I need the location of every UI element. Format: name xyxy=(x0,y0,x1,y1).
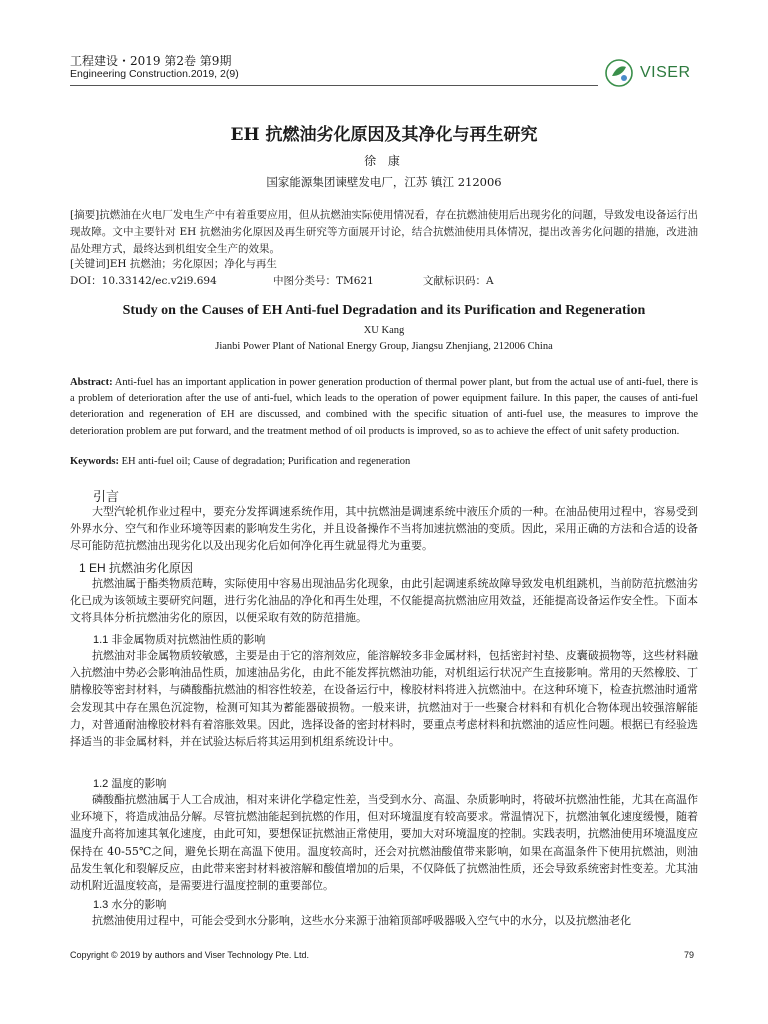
section-heading-1: 1 EH 抗燃油劣化原因 xyxy=(79,561,194,575)
journal-title-cn: 工程建设・2019 第2卷 第9期 xyxy=(70,54,232,68)
viser-leaf-icon xyxy=(604,58,634,88)
document-code: 文献标识码：A xyxy=(423,275,494,287)
affiliation-en: Jianbi Power Plant of National Energy Group, Jiangsu Zhenjiang, 212006 China xyxy=(215,341,553,352)
keywords-label-cn: [关键词] xyxy=(70,258,110,270)
footer-copyright: Copyright © 2019 by authors and Viser Technology Pte. Ltd. xyxy=(70,950,309,960)
paragraph-section-1-2: 磷酸酯抗燃油属于人工合成油，相对来讲化学稳定性差，当受到水分、高温、杂质影响时，将破坏抗燃油性能，尤其在高温作业环境下，将造成油品分解。尽管抗燃油能起到抗燃的作用，但对环境温度有较高要求。常温情况下，抗燃油氧化速度缓慢，随着温度升高将加速其氧化速度，由此可知，要想保证抗燃油正常使用，要加大对环境温度的控制。实践表明，抗燃油使用环境温度应保持在 40-55℃之间，避免长期在高温下使用。温度较高时，还会对抗燃油酸值带来影响，如果在高温条件下使用抗燃油，则油品发生氧化和裂解反应，由此带来密封材料被溶解和酸值增加的后果，不仅降低了抗燃油性质，还会导致系统密封性变差。尤其油动机附近温度较高，是需要进行温度控制的重要部位。 xyxy=(70,793,698,893)
keywords-label-en: Keywords: xyxy=(70,456,119,467)
section-heading-1-3: 1.3 水分的影响 xyxy=(93,899,167,911)
logo-text: VISER xyxy=(640,64,691,81)
abstract-label-en: Abstract: xyxy=(70,377,113,388)
paragraph-section-1-1: 抗燃油对非金属物质较敏感，主要是由于它的溶剂效应，能溶解较多非金属材料，包括密封衬垫、皮囊破损物等，这些材料融入抗燃油中势必会影响油品性质，加速油品劣化，由此不能发挥抗燃油功能，对机组运行状况产生直接影响。常用的天然橡胶、丁腈橡胶等密封材料，与磷酸酯抗燃油的相容性较差，在设备运行中，橡胶材料将进入抗燃油中。在这种环境下，检查抗燃油时通常会发现其中存在黑色沉淀物，检测可知其为蓄能器破损物。一般来讲，抗燃油对于一些聚合材料和有机化合物体现出较强溶解能力，对普通耐油橡胶材料有着溶胀效果。因此，选择设备的密封材料时，要重点考虑材料和抗燃油的适应性问题。根据已有经验选择适当的非金属材料，并在试验达标后将其运用到机组系统设计中。 xyxy=(70,649,698,749)
section-heading-1-2: 1.2 温度的影响 xyxy=(93,778,167,790)
affiliation-cn: 国家能源集团谏壁发电厂，江苏 镇江 212006 xyxy=(266,175,502,189)
journal-title-en: Engineering Construction.2019, 2(9) xyxy=(70,68,239,80)
abstract-text-cn: 抗燃油在火电厂发电生产中有着重要应用，但从抗燃油实际使用情况看，存在抗燃油使用后出现劣化的问题，导致发电设备运行出现故障。文中主要针对 EH 抗燃油劣化原因及再生研究等方面展开讨论，结合抗燃油使用具体情况，提出改善劣化问题的措施，改进油品处理方式，最终达到机组安全生产的效果。 xyxy=(70,209,698,256)
keywords-en xyxy=(70,456,698,467)
keywords-cn xyxy=(70,256,698,271)
publisher-logo xyxy=(604,56,714,90)
article-title-en: Study on the Causes of EH Anti-fuel Degradation and its Purification and Regeneration xyxy=(122,303,646,318)
abstract-en xyxy=(70,375,698,440)
abstract-text-en: Anti-fuel has an important application in power generation production of thermal power plant, but from the actual use of anti-fuel, there is a problem of deterioration after the use of anti-fuel, which leads to the operation of power equipment failure. In this paper, the causes of anti-fuel deterioration and regeneration of EH are discussed, and combined with the specific situation of anti-fuel use, the measures to improve the deterioration problem are put forward, and the treatment method of oil products is improved, so as to achieve the effect of unit safety production. xyxy=(70,377,699,437)
classification-number: 中图分类号：TM621 xyxy=(273,275,374,287)
keywords-text-en: EH anti-fuel oil; Cause of degradation; Purification and regeneration xyxy=(121,456,411,467)
paragraph-section-1-3: 抗燃油使用过程中，可能会受到水分影响，这些水分来源于油箱顶部呼吸器吸入空气中的水分，以及抗燃油老化 xyxy=(92,914,631,927)
author-cn: 徐 康 xyxy=(364,154,404,168)
section-heading-1-1: 1.1 非金属物质对抗燃油性质的影响 xyxy=(93,634,266,646)
paragraph-intro: 大型汽轮机作业过程中，要充分发挥调速系统作用，其中抗燃油是调速系统中液压介质的一种。在油品使用过程中，容易受到外界水分、空气和作业环境等因素的影响发生劣化，并且设备操作不当将加速抗燃油的变质。因此，采用正确的方法和合适的设备尽可能防范抗燃油出现劣化以及出现劣化后如何净化再生就显得尤为重要。 xyxy=(70,505,698,553)
paragraph-section-1: 抗燃油属于酯类物质范畴，实际使用中容易出现油品劣化现象，由此引起调速系统故障导致发电机组跳机，当前防范抗燃油劣化已成为该领域主要研究问题，进行劣化油品的净化和再生处理，不仅能提高抗燃油应用效益，还能提高设备运作安全性。下面本文将具体分析抗燃油劣化的原因，以便采取有效的防范措施。 xyxy=(70,577,698,625)
abstract-label-cn: [摘要] xyxy=(70,209,100,221)
citation-info-row xyxy=(70,273,698,289)
author-en: XU Kang xyxy=(363,325,405,336)
abstract-cn xyxy=(70,207,698,259)
header-divider xyxy=(70,85,598,86)
page-number: 79 xyxy=(684,950,695,960)
article-title-cn: EH 抗燃油劣化原因及其净化与再生研究 xyxy=(230,125,538,145)
keywords-text-cn: EH 抗燃油；劣化原因；净化与再生 xyxy=(109,258,277,270)
doi-link[interactable]: DOI：10.33142/ec.v2i9.694 xyxy=(70,275,217,287)
section-heading-intro: 引言 xyxy=(93,489,120,504)
